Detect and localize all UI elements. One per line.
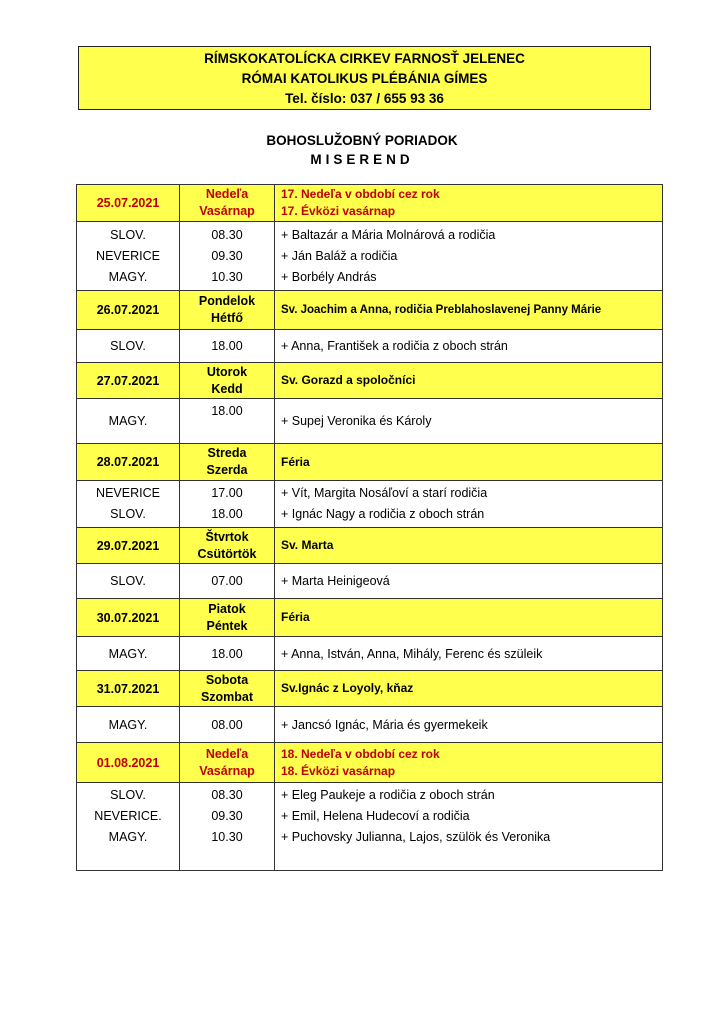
mass-time [180, 399, 275, 444]
day-name-sk: Nedeľa [205, 746, 249, 761]
mass-intention [275, 481, 663, 528]
day-name-sk: Sobota [205, 672, 249, 687]
day-date: 26.07.2021 [77, 291, 180, 330]
mass-time-value: 18.00 [211, 507, 243, 521]
day-name [180, 599, 275, 637]
mass-time: 08.00 [180, 707, 275, 743]
mass-time [180, 222, 275, 291]
mass-intention: + Anna, István, Anna, Mihály, Ferenc és szüleik [275, 637, 663, 671]
mass-time-value: 08.30 [211, 227, 243, 242]
day-row [77, 185, 663, 222]
schedule-title-hu: MISEREND [310, 152, 414, 167]
day-feast: Féria [275, 599, 663, 637]
day-date: 30.07.2021 [77, 599, 180, 637]
mass-schedule-table [76, 184, 663, 871]
day-date: 28.07.2021 [77, 444, 180, 481]
mass-row [77, 783, 663, 871]
mass-lang: MAGY. [108, 269, 148, 284]
day-name [180, 743, 275, 783]
day-feast: Sv. Marta [275, 528, 663, 564]
mass-row [77, 399, 663, 444]
day-name-sk: Nedeľa [205, 187, 249, 201]
parish-phone: Tel. číslo: 037 / 655 93 36 [285, 91, 444, 106]
feast-hu: 17. Évközi vasárnap [281, 204, 396, 218]
day-name [180, 185, 275, 222]
mass-language: SLOV. [77, 330, 180, 363]
mass-time: 18.00 [180, 637, 275, 671]
mass-language [77, 481, 180, 528]
mass-language: MAGY. [77, 707, 180, 743]
mass-intention-text: + Vít, Margita Nosáľoví a starí rodičia [281, 486, 488, 500]
mass-intention-text: + Borbély András [281, 269, 377, 284]
mass-lang: NEVERICE. [94, 809, 162, 823]
mass-intention-text: + Ján Baláž a rodičia [281, 248, 398, 263]
day-name-hu: Vasárnap [199, 204, 255, 218]
mass-time-value: 08.30 [211, 788, 243, 802]
day-name-hu: Szombat [200, 689, 254, 704]
day-name-hu: Péntek [206, 618, 248, 633]
day-name-hu: Vasárnap [199, 763, 255, 778]
day-feast: Sv. Joachim a Anna, rodičia Preblahoslavenej Panny Márie [275, 291, 663, 330]
mass-language [77, 222, 180, 291]
mass-time-value: 10.30 [211, 269, 243, 284]
mass-intention-text: + Emil, Helena Hudecoví a rodičia [281, 809, 470, 823]
parish-name-hu: RÓMAI KATOLIKUS PLÉBÁNIA GÍMES [241, 71, 488, 86]
day-name-hu: Hétfő [211, 311, 243, 325]
day-row [77, 743, 663, 783]
mass-time-value: 09.30 [211, 248, 243, 263]
day-row [77, 291, 663, 330]
day-name-hu: Kedd [211, 381, 243, 396]
mass-intention-text: + Ignác Nagy a rodičia z oboch strán [281, 507, 485, 521]
mass-row [77, 707, 663, 743]
day-date: 01.08.2021 [77, 743, 180, 783]
day-name-sk: Streda [207, 446, 247, 460]
mass-time-value: 18.00 [211, 404, 243, 418]
mass-intention [275, 222, 663, 291]
mass-time-value: 17.00 [211, 486, 243, 500]
feast-sk: 18. Nedeľa v období cez rok [281, 746, 440, 761]
mass-intention-text: + Eleg Paukeje a rodičia z oboch strán [281, 788, 495, 802]
mass-intention: + Marta Heinigeová [275, 564, 663, 599]
mass-row [77, 564, 663, 599]
parish-name-sk: RÍMSKOKATOLÍCKA CIRKEV FARNOSŤ JELENEC [204, 51, 525, 66]
day-row [77, 363, 663, 399]
feast-sk: 17. Nedeľa v období cez rok [281, 187, 440, 201]
mass-lang: NEVERICE [96, 486, 160, 500]
mass-language [77, 783, 180, 871]
day-name [180, 528, 275, 564]
mass-language: MAGY. [77, 399, 180, 444]
day-feast: Féria [275, 444, 663, 481]
mass-intention-text: + Puchovsky Julianna, Lajos, szülök és Veronika [281, 830, 551, 844]
mass-lang: SLOV. [110, 227, 146, 242]
mass-intention-text: + Baltazár a Mária Molnárová a rodičia [281, 227, 496, 242]
day-name-hu: Szerda [206, 463, 248, 477]
mass-language: SLOV. [77, 564, 180, 599]
mass-row [77, 222, 663, 291]
day-feast [275, 743, 663, 783]
day-feast: Sv. Gorazd a spoločníci [275, 363, 663, 399]
mass-time: 07.00 [180, 564, 275, 599]
mass-intention: + Anna, František a rodičia z oboch strán [275, 330, 663, 363]
day-feast [275, 185, 663, 222]
day-date: 27.07.2021 [77, 363, 180, 399]
mass-row [77, 330, 663, 363]
mass-lang: SLOV. [110, 788, 146, 802]
mass-time [180, 783, 275, 871]
day-row [77, 444, 663, 481]
parish-header [78, 46, 651, 110]
day-name [180, 291, 275, 330]
day-name-sk: Utorok [206, 364, 248, 379]
day-row [77, 599, 663, 637]
mass-language: MAGY. [77, 637, 180, 671]
mass-lang: NEVERICE [96, 248, 160, 263]
mass-lang: SLOV. [110, 507, 146, 521]
day-date: 31.07.2021 [77, 671, 180, 707]
day-date: 25.07.2021 [77, 185, 180, 222]
mass-time: 18.00 [180, 330, 275, 363]
mass-intention [275, 783, 663, 871]
day-row [77, 528, 663, 564]
mass-intention: + Jancsó Ignác, Mária és gyermekeik [275, 707, 663, 743]
day-name-sk: Štvrtok [205, 529, 249, 544]
day-row [77, 671, 663, 707]
day-feast: Sv.Ignác z Loyoly, kňaz [275, 671, 663, 707]
schedule-title-sk: BOHOSLUŽOBNÝ PORIADOK [266, 133, 458, 148]
day-date: 29.07.2021 [77, 528, 180, 564]
day-name [180, 671, 275, 707]
day-name-sk: Piatok [208, 601, 246, 616]
feast-hu: 18. Évközi vasárnap [281, 763, 396, 778]
day-name [180, 444, 275, 481]
day-name-sk: Pondelok [198, 294, 256, 308]
mass-time-value: 09.30 [211, 809, 243, 823]
mass-row [77, 637, 663, 671]
day-name [180, 363, 275, 399]
mass-row [77, 481, 663, 528]
day-name-hu: Csütörtök [197, 546, 257, 561]
mass-lang: MAGY. [108, 830, 148, 844]
mass-intention: + Supej Veronika és Károly [275, 399, 663, 444]
mass-time-value: 10.30 [211, 830, 243, 844]
mass-time [180, 481, 275, 528]
